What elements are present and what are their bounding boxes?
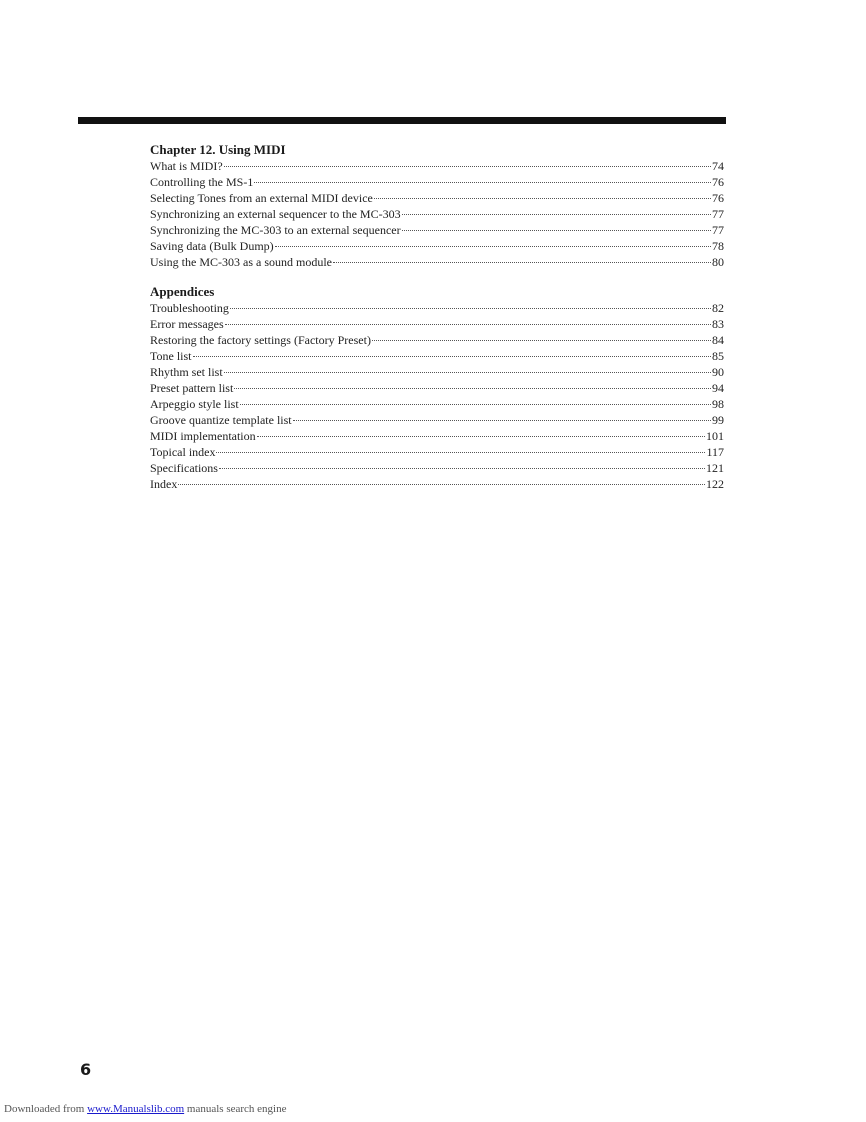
toc-entry-label: Specifications [150, 461, 218, 475]
toc-entry-label: Selecting Tones from an external MIDI device [150, 191, 373, 205]
dot-leader [224, 372, 711, 373]
dot-leader [257, 436, 705, 437]
toc-entry[interactable] [150, 412, 724, 428]
dot-leader [372, 340, 711, 341]
toc-entry-label: Error messages [150, 317, 224, 331]
toc-entry[interactable] [150, 254, 724, 270]
toc-entry-label: Arpeggio style list [150, 397, 239, 411]
toc-entry-page: 101 [706, 429, 724, 443]
dot-leader [178, 484, 705, 485]
dot-leader [219, 468, 705, 469]
dot-leader [234, 388, 711, 389]
toc-entry-label: Groove quantize template list [150, 413, 292, 427]
toc-entry-label: Rhythm set list [150, 365, 223, 379]
toc-entry[interactable] [150, 158, 724, 174]
dot-leader [275, 246, 711, 247]
toc-entry[interactable] [150, 238, 724, 254]
manualslib-link[interactable]: www.Manualslib.com [87, 1103, 185, 1115]
toc-entry-page: 90 [712, 365, 724, 379]
toc-entry[interactable] [150, 190, 724, 206]
toc-entry-label: Troubleshooting [150, 301, 229, 315]
top-rule [78, 117, 726, 124]
toc-entry[interactable] [150, 348, 724, 364]
toc-entry[interactable] [150, 316, 724, 332]
toc-entry-page: 74 [712, 159, 724, 173]
toc-entry-page: 78 [712, 239, 724, 253]
toc-entry[interactable] [150, 174, 724, 190]
footer-prefix: Downloaded from [4, 1103, 88, 1115]
dot-leader [193, 356, 712, 357]
dot-leader [402, 230, 711, 231]
toc-entry[interactable] [150, 428, 724, 444]
toc-entry-page: 83 [712, 317, 724, 331]
dot-leader [293, 420, 711, 421]
dot-leader [216, 452, 705, 453]
toc-entry[interactable] [150, 222, 724, 238]
toc-section-appendices [150, 284, 724, 492]
download-footer [4, 1103, 286, 1116]
toc-entry-label: MIDI implementation [150, 429, 256, 443]
toc-entry-page: 99 [712, 413, 724, 427]
dot-leader [374, 198, 711, 199]
toc-entry-page: 80 [712, 255, 724, 269]
dot-leader [333, 262, 711, 263]
page-number: 6 [80, 1060, 92, 1079]
dot-leader [254, 182, 711, 183]
toc-entry-label: Using the MC-303 as a sound module [150, 255, 332, 269]
section-title: Appendices [150, 284, 215, 299]
toc-entry[interactable] [150, 460, 724, 476]
toc-entry[interactable] [150, 364, 724, 380]
toc-entry-label: Topical index [150, 445, 216, 459]
toc-entry-label: Saving data (Bulk Dump) [150, 239, 274, 253]
toc-entry-page: 98 [712, 397, 724, 411]
dot-leader [224, 166, 711, 167]
toc-entry-page: 76 [712, 175, 724, 189]
toc-entry[interactable] [150, 300, 724, 316]
toc-entry-label: What is MIDI? [150, 159, 223, 173]
toc-entry-label: Preset pattern list [150, 381, 234, 395]
toc-entry-label: Synchronizing an external sequencer to the MC-303 [150, 207, 401, 221]
toc-entry-page: 77 [712, 223, 724, 237]
footer-suffix: manuals search engine [184, 1103, 287, 1115]
toc-entry-label: Tone list [150, 349, 192, 363]
toc-entry[interactable] [150, 206, 724, 222]
toc-entry-label: Restoring the factory settings (Factory Preset) [150, 333, 371, 347]
toc-entry[interactable] [150, 380, 724, 396]
section-title: Chapter 12. Using MIDI [150, 142, 286, 157]
toc-entry-label: Controlling the MS-1 [150, 175, 254, 189]
dot-leader [240, 404, 711, 405]
toc-entry-page: 84 [712, 333, 724, 347]
dot-leader [402, 214, 711, 215]
toc-entry[interactable] [150, 444, 724, 460]
toc-entry[interactable] [150, 476, 724, 492]
toc-entry-page: 85 [712, 349, 724, 363]
toc-entry-page: 76 [712, 191, 724, 205]
toc-entry[interactable] [150, 332, 724, 348]
toc-entry-page: 82 [712, 301, 724, 315]
toc-entry-label: Synchronizing the MC-303 to an external sequencer [150, 223, 401, 237]
toc-entry-page: 121 [706, 461, 724, 475]
dot-leader [225, 324, 711, 325]
toc-entry-page: 117 [706, 445, 724, 459]
toc-entry-page: 77 [712, 207, 724, 221]
toc-entry[interactable] [150, 396, 724, 412]
toc-entry-label: Index [150, 477, 178, 491]
toc-section-chapter-12 [150, 142, 724, 270]
toc-entry-page: 122 [706, 477, 724, 491]
toc-entry-page: 94 [712, 381, 724, 395]
dot-leader [230, 308, 711, 309]
